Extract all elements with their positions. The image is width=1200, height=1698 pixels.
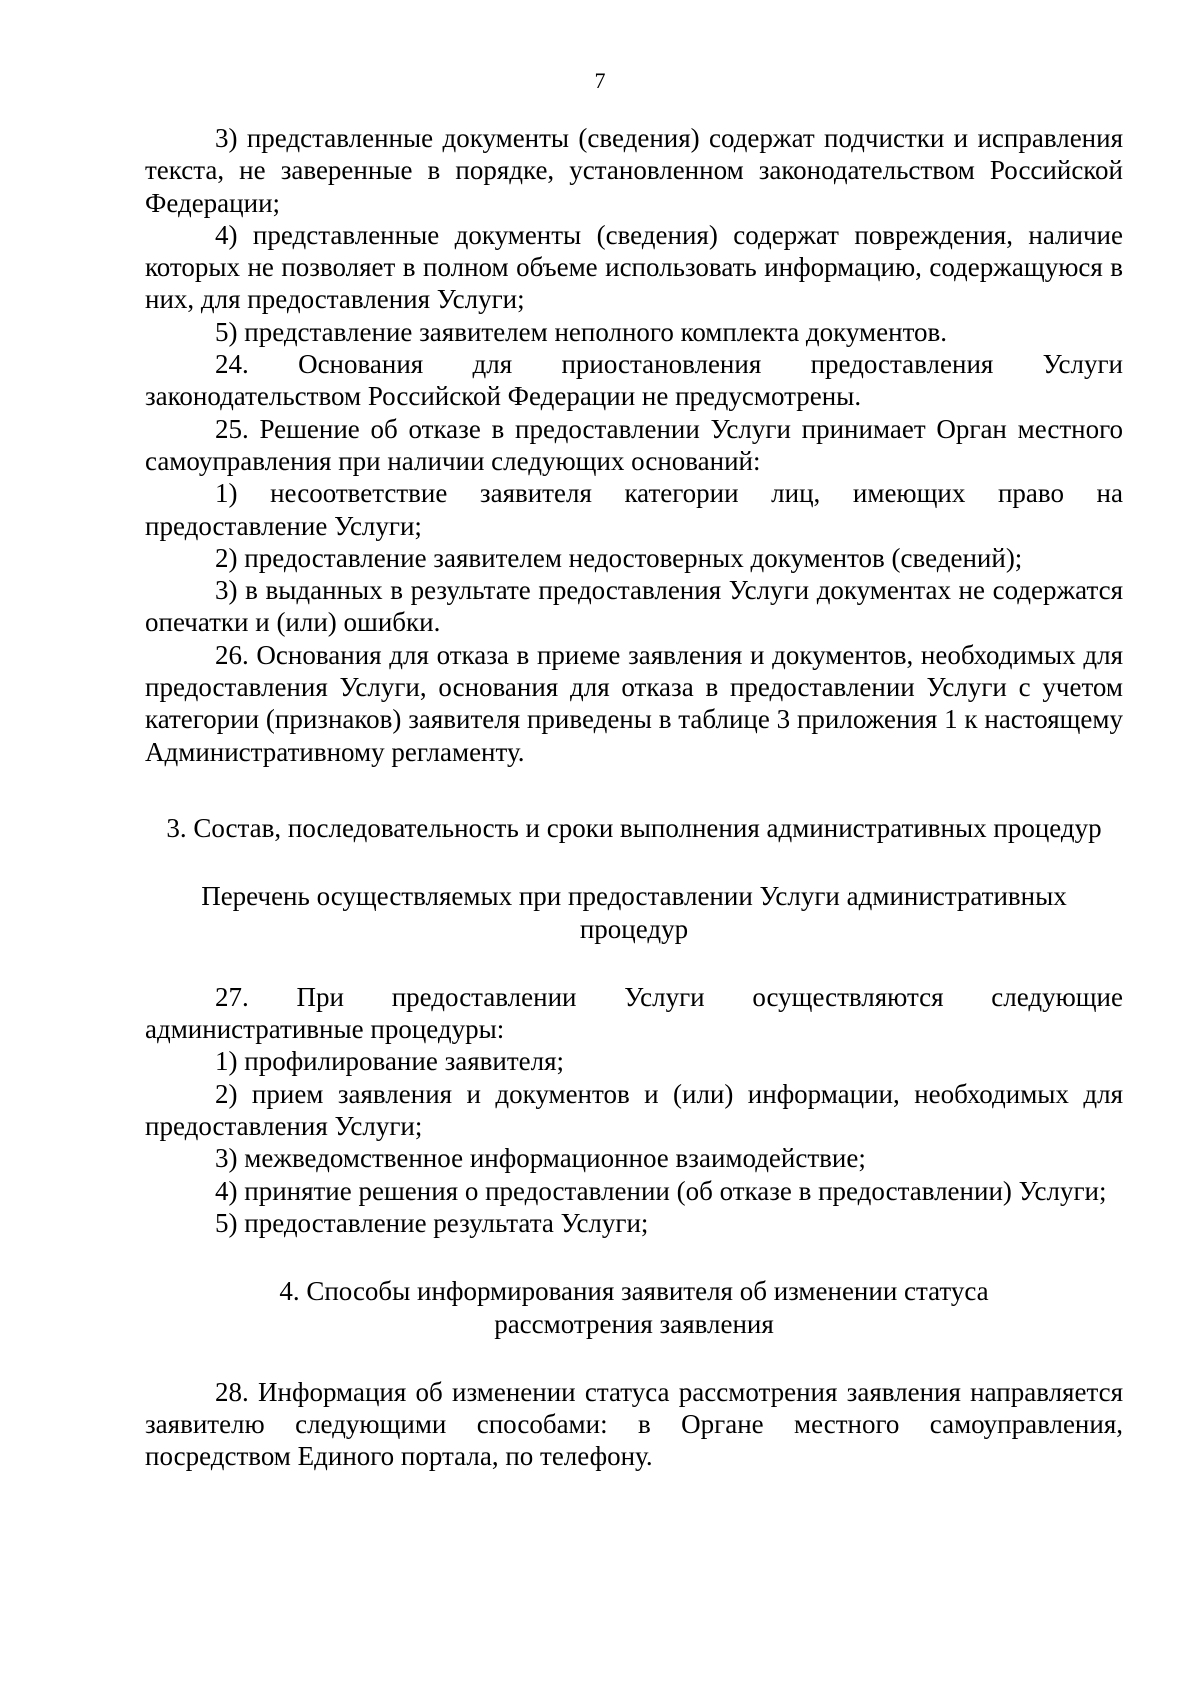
- paragraph: 2) прием заявления и документов и (или) информации, необходимых для предоставления Услуги;: [145, 1078, 1123, 1142]
- paragraph: 27. При предоставлении Услуги осуществляются следующие административные процедуры:: [145, 981, 1123, 1045]
- page-number: 7: [594, 68, 606, 93]
- section-3-heading: 3. Состав, последовательность и сроки выполнения административных процедур: [166, 812, 1102, 843]
- paragraph: 3) в выданных в результате предоставления Услуги документах не содержатся опечатки и (или) ошибки.: [145, 575, 1123, 638]
- section-4-heading: 4. Способы информирования заявителя об изменении статуса рассмотрения заявления: [279, 1276, 989, 1339]
- paragraph: 28. Информация об изменении статуса рассмотрения заявления направляется заявителю следующими способами: в Органе местного самоуправления, посредством Единого портала, по телефону.: [145, 1376, 1123, 1472]
- paragraph: 5) предоставление результата Услуги;: [215, 1207, 649, 1238]
- paragraph: 2) предоставление заявителем недостоверных документов (сведений);: [215, 542, 1023, 573]
- paragraph: 25. Решение об отказе в предоставлении Услуги принимает Орган местного самоуправления при наличии следующих оснований:: [145, 413, 1123, 476]
- procedures-subheading: Перечень осуществляемых при предоставлении Услуги административных процедур: [201, 881, 1067, 944]
- paragraph: 5) представление заявителем неполного комплекта документов.: [215, 316, 948, 347]
- paragraph: 3) межведомственное информационное взаимодействие;: [215, 1143, 866, 1174]
- document-body: [145, 122, 1123, 1473]
- paragraph: 4) представленные документы (сведения) содержат повреждения, наличие которых не позволяет в полном объеме использовать информацию, содержащуюся в них, для предоставления Услуги;: [145, 219, 1123, 315]
- paragraph: 4) принятие решения о предоставлении (об отказе в предоставлении) Услуги;: [215, 1175, 1107, 1206]
- paragraph: 26. Основания для отказа в приеме заявления и документов, необходимых для предоставления Услуги, основания для отказа в предоставлении Услуги с учетом категории (признаков) заявителя приведены в таблице 3 приложения 1 к настоящему Административному регламенту.: [145, 639, 1123, 767]
- paragraph: 24. Основания для приостановления предоставления Услуги законодательством Российской Федерации не предусмотрены.: [145, 349, 1123, 412]
- paragraph: 1) профилирование заявителя;: [215, 1046, 565, 1077]
- paragraph: 1) несоответствие заявителя категории лиц, имеющих право на предоставление Услуги;: [145, 478, 1123, 541]
- paragraph: 3) представленные документы (сведения) содержат подчистки и исправления текста, не заверенные в порядке, установленном законодательством Российской Федерации;: [145, 123, 1123, 218]
